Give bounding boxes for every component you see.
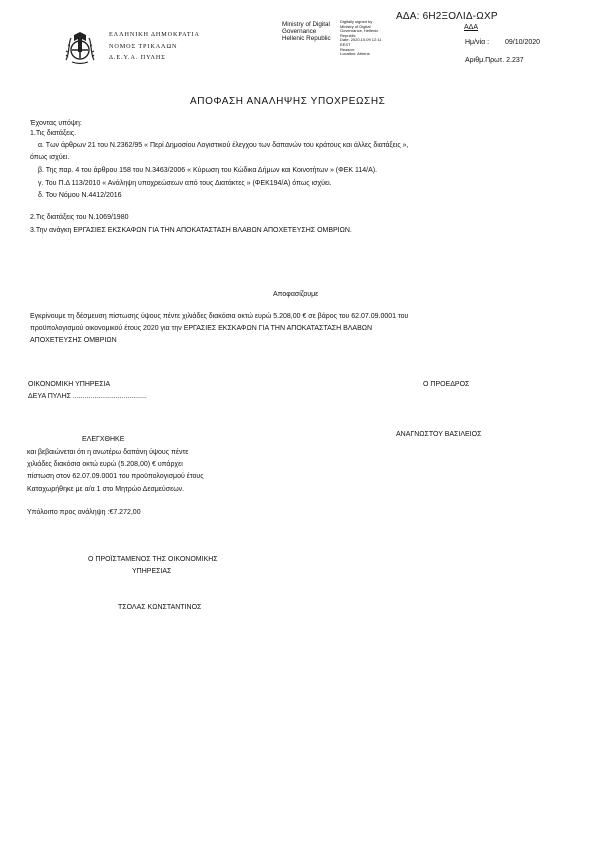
- item-1: 1.Τις διατάξεις.: [30, 130, 77, 137]
- decision-line-3: ΑΠΟΧΕΤΕΥΣΗΣ ΟΜΒΡΙΩΝ: [30, 337, 117, 344]
- org-prefecture: ΝΟΜΟΣ ΤΡΙΚΑΛΩΝ: [109, 42, 178, 50]
- finance-service-label: ΟΙΚΟΝΟΜΙΚΗ ΥΠΗΡΕΣΙΑ: [28, 381, 111, 388]
- check-line-2: χιλιάδες διακόσια οκτώ ευρώ (5.208,00) € υπάρχει: [27, 461, 183, 468]
- document-title: ΑΠΟΦΑΣΗ ΑΝΑΛΗΨΗΣ ΥΠΟΧΡΕΩΣΗΣ: [190, 96, 386, 107]
- org-utility: Δ.Ε.Υ.Α. ΠΥΛΗΣ: [109, 54, 166, 61]
- ada-short-label: ΑΔΑ: [464, 24, 479, 31]
- item-1c: γ. Του Π.Δ 113/2010 « Ανάληψη υποχρεώσεων από τους Διατάκτες » (ΦΕΚ194/Α) όπως ισχύει.: [38, 180, 332, 187]
- president-title: Ο ΠΡΟΕΔΡΟΣ: [423, 381, 470, 388]
- item-1a-continued: όπως ισχύει.: [30, 154, 70, 161]
- finance-head-title-line-2: ΥΠΗΡΕΣΙΑΣ: [132, 568, 172, 575]
- check-line-4: Καταχωρήθηκε με α/α 1 στο Μητρώο Δεσμεύσεων.: [27, 486, 185, 493]
- organization-block: [109, 29, 200, 64]
- date-label: Ημ/νία :: [465, 39, 490, 46]
- org-country: ΕΛΛΗΝΙΚΗ ΔΗΜΟΚΡΑΤΙΑ: [109, 31, 200, 38]
- check-line-3: πίστωση στον 62.07.09.0001 του προϋπολογισμού έτους: [27, 473, 204, 480]
- item-1d: δ. Του Νόμου Ν.4412/2016: [38, 192, 122, 199]
- item-2: 2.Τις διατάξεις του Ν.1069/1980: [30, 214, 129, 221]
- decision-heading: Αποφασίζουμε: [273, 291, 319, 298]
- date-value: 09/10/2020: [505, 39, 541, 46]
- checked-heading: ΕΛΕΓΧΘΗΚΕ: [82, 436, 125, 443]
- president-name: ΑΝΑΓΝΩΣΤΟΥ ΒΑΣΙΛΕΙΟΣ: [396, 431, 482, 438]
- intro-text: Έχοντας υπόψη:: [30, 120, 82, 127]
- deya-label: ΔΕΥΑ ΠΥΛΗΣ ......................................: [28, 393, 147, 400]
- greek-coat-of-arms-icon: [62, 30, 98, 66]
- finance-head-name: ΤΣΟΛΑΣ ΚΩΝΣΤΑΝΤΙΝΟΣ: [118, 604, 202, 611]
- remaining-amount: Υπόλοιπο προς ανάληψη :€7.272,00: [27, 509, 141, 516]
- check-line-1: και βεβαιώνεται ότι η ανωτέρω δαπάνη ύψους πέντε: [27, 449, 189, 456]
- protocol-number: Αριθμ.Πρωτ. 2.237: [465, 57, 524, 64]
- finance-head-title-line-1: Ο ΠΡΟΪΣΤΑΜΕΝΟΣ ΤΗΣ ΟΙΚΟΝΟΜΙΚΗΣ: [88, 556, 218, 563]
- item-3: 3.Την ανάγκη ΕΡΓΑΣΙΕΣ ΕΚΣΚΑΦΩΝ ΓΙΑ ΤΗΝ ΑΠΟΚΑΤΑΣΤΑΣΗ ΒΛΑΒΩΝ ΑΠΟΧΕΤΕΥΣΗΣ ΟΜΒΡΙΩΝ.: [30, 227, 352, 234]
- item-1b: β. Της παρ. 4 του άρθρου 158 του Ν.3463/2006 « Κύρωση του Κώδικα Δήμων και Κοινοτήτων » (ΦΕΚ 114/Α).: [38, 167, 378, 174]
- item-1a: α. Των άρθρων 21 του Ν.2362/95 « Περί Δημοσίου Λογιστικού έλεγχου των δαπανών του κράτους και άλλες διατάξεις »,: [38, 142, 409, 149]
- digital-signature-fine-print: Digitally signed by Ministry of Digital Governance, Hellenic Republic Date: 2020.10.09 12:11 EEST Reason: Location: Athens: [340, 19, 382, 57]
- ada-code: ΑΔΑ: 6Η2ΞΟΛΙΔ-ΩΧΡ: [396, 11, 498, 22]
- decision-line-2: προϋπολογισμού οικονομικού έτους 2020 για την ΕΡΓΑΣΙΕΣ ΕΚΣΚΑΦΩΝ ΓΙΑ ΤΗΝ ΑΠΟΚΑΤΑΣΤΑΣΗ ΒΛΑΒΩΝ: [30, 325, 373, 332]
- ministry-block: Ministry of Digital Governance Hellenic Republic: [282, 21, 331, 42]
- decision-line-1: Εγκρίνουμε τη δέσμευση πίστωσης ύψους πέντε χιλιάδες διακόσια οκτώ ευρώ 5.208,00 € σε βάρος του 62.07.09.0001 του: [30, 313, 409, 320]
